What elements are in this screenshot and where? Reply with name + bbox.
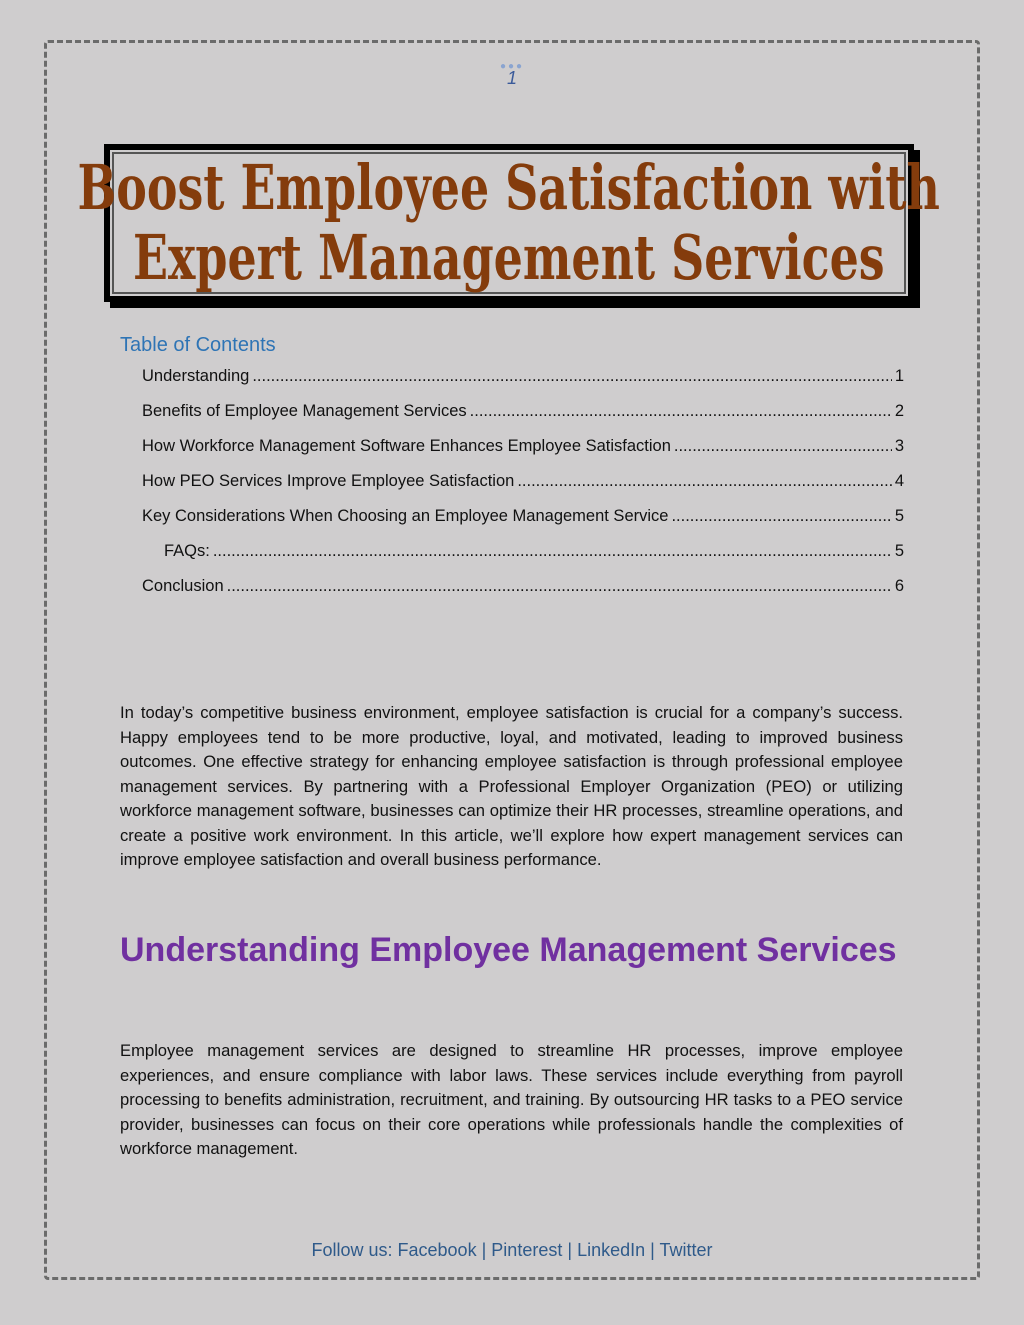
toc-entry[interactable] <box>142 434 904 469</box>
page-number: 1 <box>506 68 517 88</box>
toc-label[interactable]: FAQs: <box>164 542 210 560</box>
table-of-contents <box>142 364 904 609</box>
toc-page: 2 <box>894 402 904 420</box>
title-box <box>77 144 941 302</box>
toc-page: 3 <box>894 437 904 455</box>
section-heading: Understanding Employee Management Services <box>120 931 897 969</box>
title-line-2: Expert Management Services <box>133 221 885 294</box>
linkedin-link[interactable]: LinkedIn <box>577 1240 646 1260</box>
follow-label: Follow us: <box>311 1240 393 1260</box>
toc-label[interactable]: How Workforce Management Software Enhances Employee Satisfaction <box>142 437 671 455</box>
toc-entry[interactable] <box>142 364 904 399</box>
facebook-link[interactable]: Facebook <box>397 1240 477 1260</box>
toc-label[interactable]: Benefits of Employee Management Services <box>142 402 467 420</box>
toc-label[interactable]: Understanding <box>142 367 250 385</box>
toc-page: 6 <box>894 577 904 595</box>
toc-entry[interactable] <box>142 574 904 609</box>
toc-page: 5 <box>894 507 904 525</box>
toc-entry[interactable] <box>142 504 904 539</box>
title-line-1: Boost Employee Satisfaction with <box>77 151 941 224</box>
toc-entry[interactable] <box>142 539 904 574</box>
toc-heading: Table of Contents <box>120 334 276 356</box>
toc-label[interactable]: Conclusion <box>142 577 224 595</box>
header-dots: ●●● <box>499 61 525 72</box>
toc-page: 5 <box>894 542 904 560</box>
toc-label[interactable]: Key Considerations When Choosing an Employee Management Service <box>142 507 669 525</box>
twitter-link[interactable]: Twitter <box>659 1240 713 1260</box>
toc-entry[interactable] <box>142 469 904 504</box>
toc-page: 1 <box>894 367 904 385</box>
toc-label[interactable]: How PEO Services Improve Employee Satisfaction <box>142 472 515 490</box>
pinterest-link[interactable]: Pinterest <box>491 1240 563 1260</box>
footer-social: Follow us: Facebook | Pinterest | LinkedIn | Twitter <box>311 1240 713 1260</box>
intro-paragraph: In today’s competitive business environment, employee satisfaction is crucial for a company’s success. Happy employees tend to be more productive, loyal, and motivated, leading to improved business outcomes. One effective strategy for enhancing employee satisfaction is through professional employee management services. By partnering with a Professional Employer Organization (PEO) or utilizing workforce management software, businesses can optimize their HR processes, streamline operations, and create a positive work environment. In this article, we’ll explore how expert management services can improve employee satisfaction and overall business performance. <box>120 703 903 869</box>
section-paragraph: Employee management services are designed to streamline HR processes, improve employee experiences, and ensure compliance with labor laws. These services include everything from payroll processing to benefits administration, recruitment, and training. By outsourcing HR tasks to a PEO service provider, businesses can focus on their core operations while professionals handle the complexities of workforce management. <box>120 1041 903 1158</box>
toc-entry[interactable] <box>142 399 904 434</box>
toc-page: 4 <box>894 472 904 490</box>
